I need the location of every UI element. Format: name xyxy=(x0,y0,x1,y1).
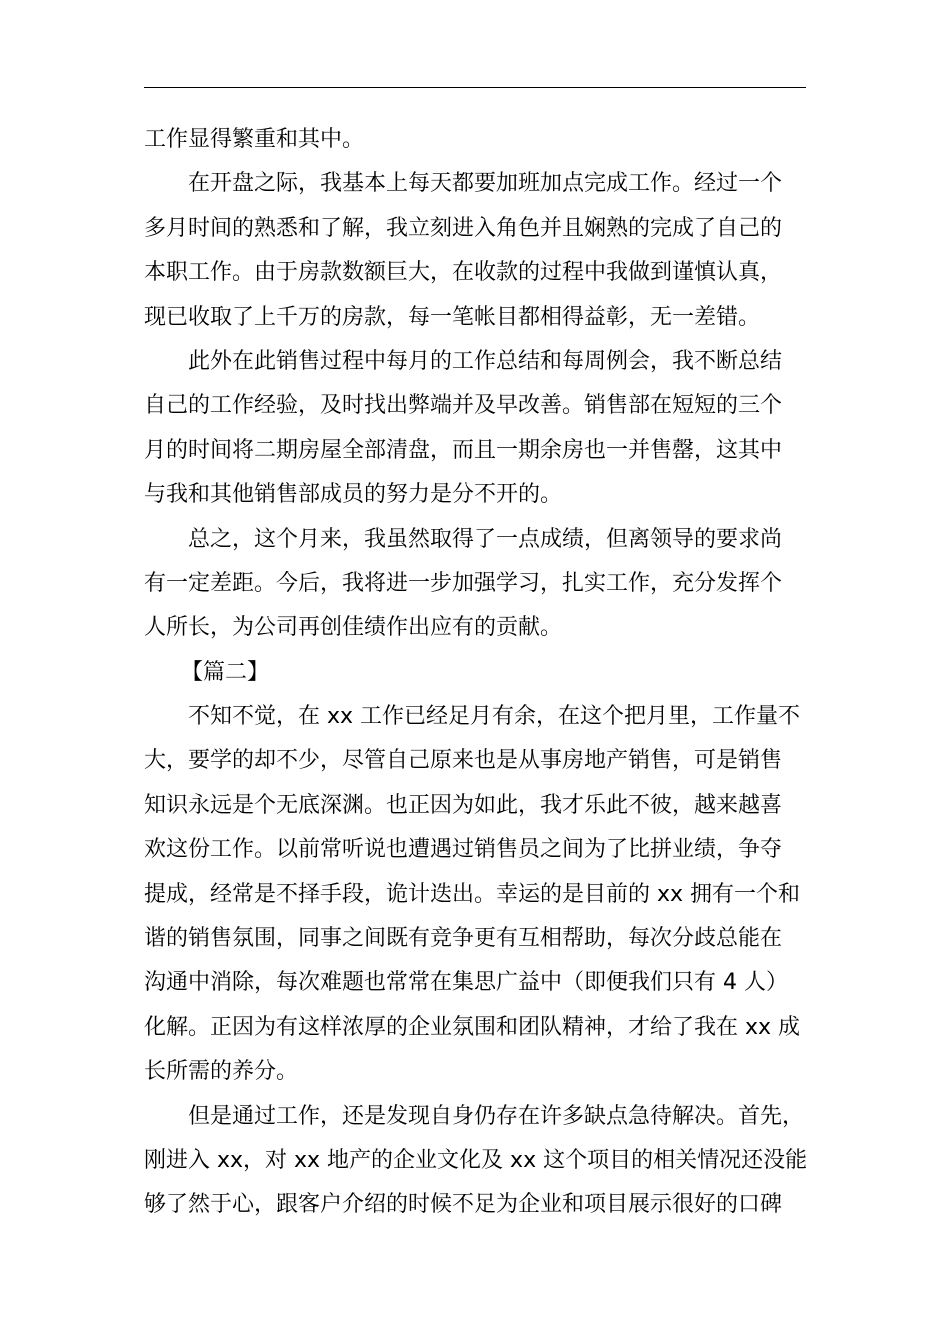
paragraph xyxy=(144,695,816,1095)
text-line: 有一定差距。今后，我将进一步加强学习，扎实工作，充分发挥个 xyxy=(144,570,783,596)
text-line: 沟通中消除，每次难题也常常在集思广益中（即便我们只有 4 人） xyxy=(144,970,788,996)
text-line: 但是通过工作，还是发现自身仍存在许多缺点急待解决。首先， xyxy=(188,1103,805,1129)
text-line: 月的时间将二期房屋全部清盘，而且一期余房也一并售罄，这其中 xyxy=(144,437,783,463)
paragraph xyxy=(144,340,816,518)
paragraph xyxy=(144,162,816,340)
text-line: 与我和其他销售部成员的努力是分不开的。 xyxy=(144,482,563,508)
text-line: 工作显得繁重和其中。 xyxy=(144,127,365,152)
text-line: 现已收取了上千万的房款，每一笔帐目都相得益彰，无一差错。 xyxy=(144,304,761,330)
text-line: 在开盘之际，我基本上每天都要加班加点完成工作。经过一个 xyxy=(188,171,783,197)
text-line: 欢这份工作。以前常听说也遭遇过销售员之间为了比拼业绩，争夺 xyxy=(144,837,783,863)
section-heading xyxy=(144,651,816,695)
text-line: 大，要学的却不少，尽管自己原来也是从事房地产销售，可是销售 xyxy=(144,748,783,774)
text-line: 多月时间的熟悉和了解，我立刻进入角色并且娴熟的完成了自己的 xyxy=(144,215,783,241)
text-line: 总之，这个月来，我虽然取得了一点成绩，但离领导的要求尚 xyxy=(188,526,783,552)
text-line: 本职工作。由于房款数额巨大，在收款的过程中我做到谨慎认真， xyxy=(144,260,783,286)
header-rule xyxy=(144,87,806,88)
text-line: 自己的工作经验，及时找出弊端并及早改善。销售部在短短的三个 xyxy=(144,393,783,419)
text-line: 知识永远是个无底深渊。也正因为如此，我才乐此不彼，越来越喜 xyxy=(144,792,783,818)
text-line: 化解。正因为有这样浓厚的企业氛围和团队精神，才给了我在 xx 成 xyxy=(144,1014,801,1040)
text-line: 长所需的养分。 xyxy=(144,1059,299,1085)
text-line: 刚进入 xx，对 xx 地产的企业文化及 xx 这个项目的相关情况还没能 xyxy=(144,1147,808,1173)
document-body xyxy=(144,118,816,1228)
paragraph xyxy=(144,1095,816,1228)
paragraph xyxy=(144,118,816,162)
section-heading-text: 【篇二】 xyxy=(181,659,270,685)
text-line: 谐的销售氛围，同事之间既有竞争更有互相帮助，每次分歧总能在 xyxy=(144,926,783,952)
text-line: 提成，经常是不择手段，诡计迭出。幸运的是目前的 xx 拥有一个和 xyxy=(144,881,801,907)
text-line: 不知不觉，在 xx 工作已经足月有余，在这个把月里，工作量不 xyxy=(188,704,801,730)
text-line: 人所长，为公司再创佳绩作出应有的贡献。 xyxy=(144,615,563,641)
paragraph xyxy=(144,518,816,651)
text-line: 此外在此销售过程中每月的工作总结和每周例会，我不断总结 xyxy=(188,348,783,374)
text-line: 够了然于心，跟客户介绍的时候不足为企业和项目展示很好的口碑 xyxy=(144,1192,783,1218)
